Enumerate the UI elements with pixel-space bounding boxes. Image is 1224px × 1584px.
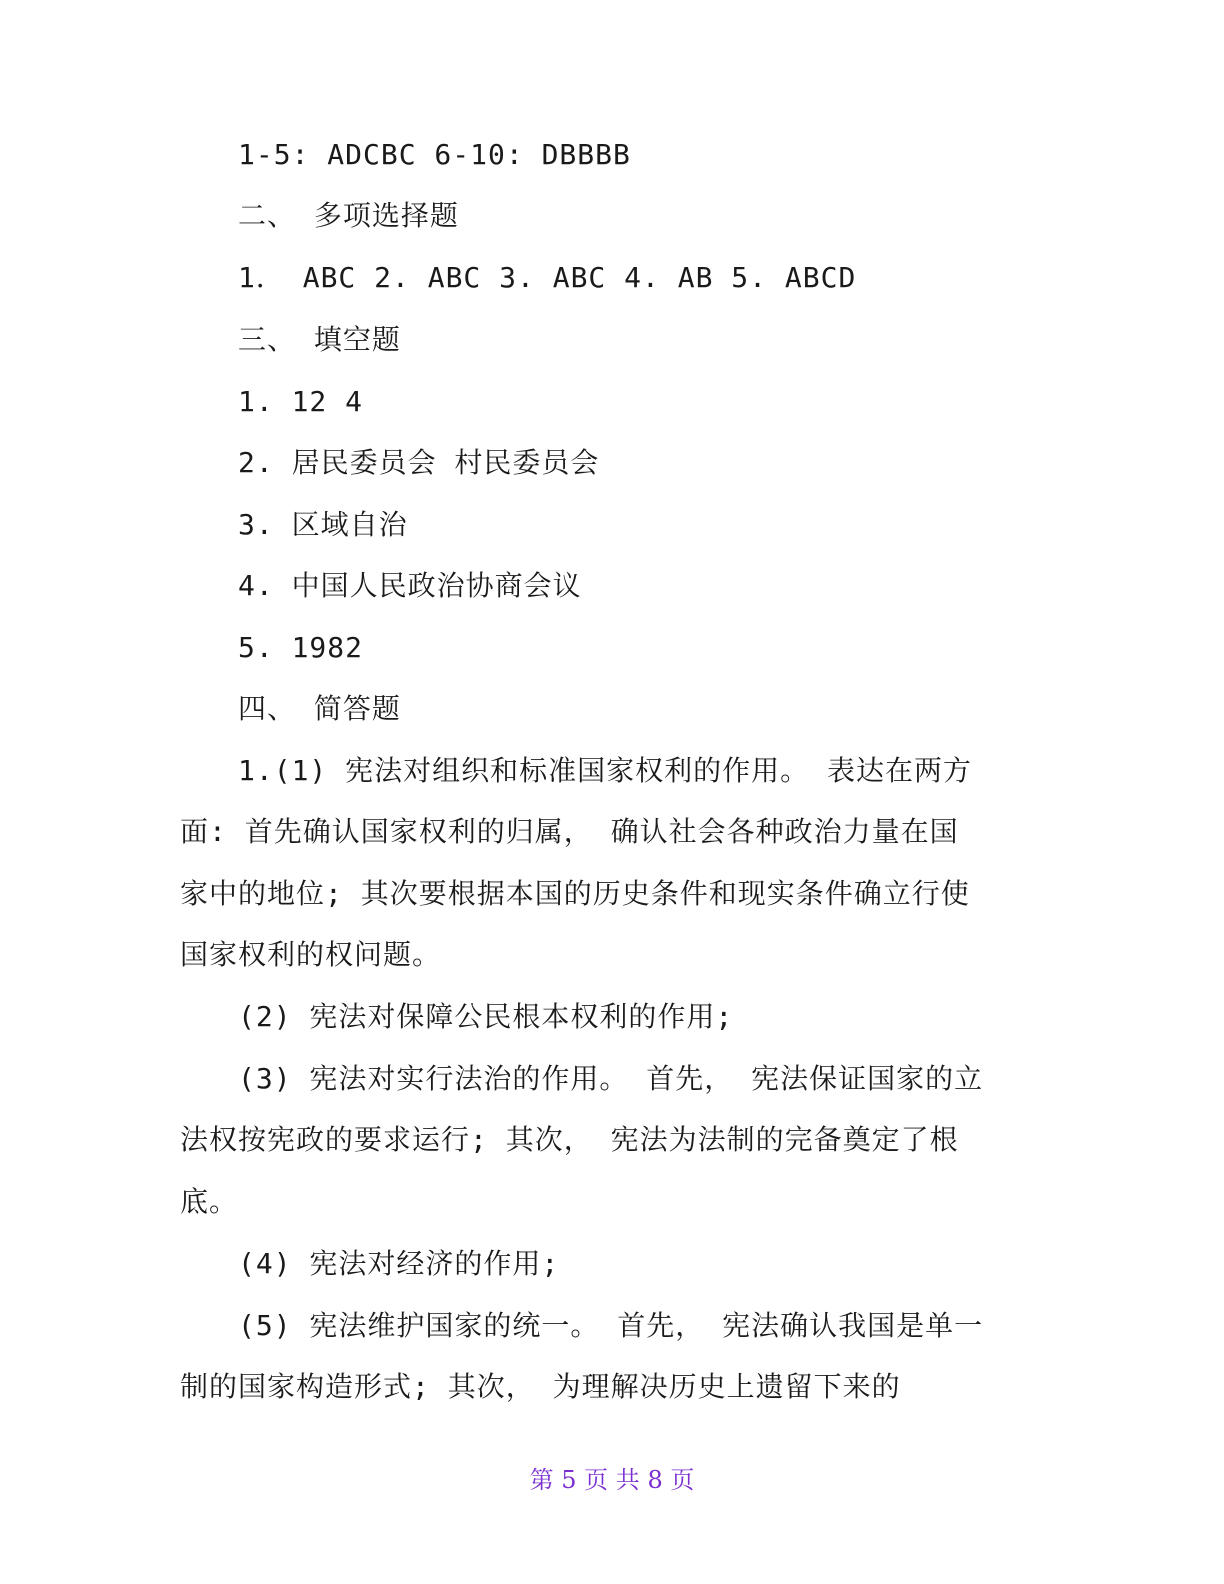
paragraph-line: 家中的地位; 其次要根据本国的历史条件和现实条件确立行使 xyxy=(180,877,970,910)
paragraph-line: 制的国家构造形式; 其次， 为理解决历史上遗留下来的 xyxy=(180,1370,901,1403)
paragraph-line: 底。 xyxy=(180,1185,239,1218)
answer-line-fill-3: 3. 区域自治 xyxy=(238,508,408,541)
answer-line-fill-1: 1. 12 4 xyxy=(238,385,364,418)
page-number-footer: 第 5 页 共 8 页 xyxy=(529,1466,695,1494)
paragraph-line: 国家权利的权问题。 xyxy=(180,938,442,971)
paragraph-line: (5) 宪法维护国家的统一。 首先， 宪法确认我国是单一 xyxy=(238,1309,984,1342)
answer-line-fill-5: 5. 1982 xyxy=(238,631,364,664)
paragraph-line: (4) 宪法对经济的作用; xyxy=(238,1247,560,1280)
section-heading-short-answer: 四、 简答题 xyxy=(238,692,401,725)
paragraph-line: (3) 宪法对实行法治的作用。 首先， 宪法保证国家的立 xyxy=(238,1062,984,1095)
answer-line-fill-2: 2. 居民委员会 村民委员会 xyxy=(238,446,600,479)
section-heading-fill-blank: 三、 填空题 xyxy=(238,323,401,356)
answer-line-single-choice: 1-5: ADCBC 6-10: DBBBB xyxy=(238,138,631,171)
section-heading-multiple-choice: 二、 多项选择题 xyxy=(238,199,459,232)
paragraph-line: 法权按宪政的要求运行; 其次， 宪法为法制的完备奠定了根 xyxy=(180,1123,959,1156)
paragraph-line: 面: 首先确认国家权利的归属， 确认社会各种政治力量在国 xyxy=(180,815,959,848)
answer-line-fill-4: 4. 中国人民政治协商会议 xyxy=(238,569,582,602)
paragraph-line: (2) 宪法对保障公民根本权利的作用; xyxy=(238,1000,734,1033)
paragraph-line: 1.(1) 宪法对组织和标准国家权利的作用。 表达在两方 xyxy=(238,754,973,787)
answer-line-multiple-choice: 1． ABC 2. ABC 3. ABC 4. AB 5. ABCD xyxy=(238,261,857,294)
